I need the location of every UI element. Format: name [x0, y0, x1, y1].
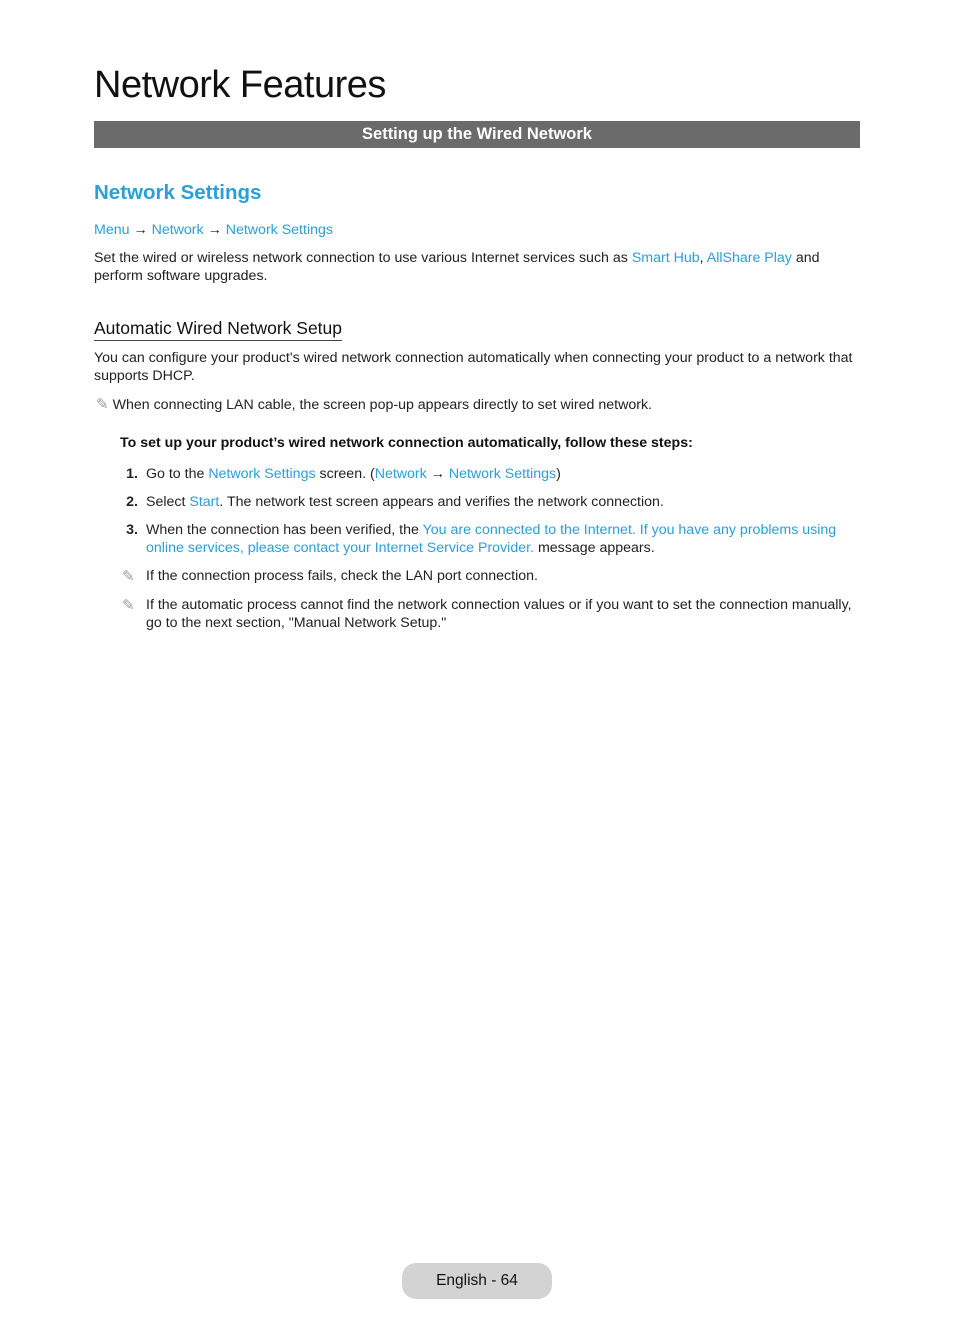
page-title: Network Features	[94, 64, 386, 106]
step-number: 3.	[126, 522, 138, 538]
breadcrumb-menu-link[interactable]: Menu	[94, 222, 130, 238]
step-text-part: Go to the	[146, 466, 209, 482]
intro-paragraph	[94, 250, 860, 285]
step-text	[146, 522, 860, 557]
allshare-play-link[interactable]: AllShare Play	[706, 250, 792, 266]
note-text: When connecting LAN cable, the screen pop-up appears directly to set wired network.	[112, 397, 652, 413]
step-text-part: )	[556, 466, 561, 482]
breadcrumb-network-link[interactable]: Network	[151, 222, 204, 238]
step-item	[120, 466, 860, 484]
page-number-badge	[402, 1263, 552, 1299]
automatic-wired-setup-heading: Automatic Wired Network Setup	[94, 318, 342, 341]
step-text	[146, 466, 860, 484]
connected-message-link[interactable]: You are connected to the Internet. If you have any problems using online services, please contact your Internet Service Provider.	[146, 522, 837, 556]
step-text-part: When the connection has been verified, the	[146, 522, 423, 538]
step-number: 1.	[126, 466, 138, 482]
network-settings-link[interactable]: Network Settings	[208, 466, 316, 482]
section-header-label: Setting up the Wired Network	[362, 125, 592, 143]
note-connection-fails	[120, 568, 860, 586]
breadcrumb-arrow-icon: →	[133, 222, 148, 238]
pencil-note-icon: ✎	[122, 568, 135, 585]
start-link[interactable]: Start	[189, 494, 220, 510]
section-header-bar	[94, 121, 860, 148]
breadcrumb	[94, 222, 333, 240]
network-link[interactable]: Network	[374, 466, 427, 482]
network-settings-link[interactable]: Network Settings	[448, 466, 557, 482]
step-item	[120, 494, 860, 512]
dhcp-paragraph: You can configure your product's wired network connection automatically when connecting your product to a network that supports DHCP.	[94, 350, 853, 384]
pencil-note-icon: ✎	[96, 396, 109, 413]
breadcrumb-arrow-icon: →	[207, 222, 222, 238]
breadcrumb-network-settings-link[interactable]: Network Settings	[225, 222, 333, 238]
step-text-part: . The network test screen appears and verifies the network connection.	[219, 494, 664, 510]
step-text	[146, 494, 860, 512]
note-manual-setup	[120, 597, 860, 633]
intro-text: Set the wired or wireless network connection to use various Internet services such as	[94, 250, 632, 266]
intro-text-end: and perform software upgrades.	[94, 250, 820, 284]
note-text: If the automatic process cannot find the network connection values or if you want to set the connection manually, go to the next section, "Manual Network Setup."	[146, 597, 852, 631]
step-text-part: Select	[146, 494, 190, 510]
smart-hub-link[interactable]: Smart Hub	[631, 250, 700, 266]
step-number: 2.	[126, 494, 138, 510]
step-item	[120, 522, 860, 558]
note-lan-cable	[96, 396, 652, 415]
network-settings-heading: Network Settings	[94, 181, 262, 204]
pencil-note-icon: ✎	[122, 597, 135, 614]
step-text-part: screen. (	[315, 466, 375, 482]
intro-comma: ,	[699, 250, 707, 266]
note-text: If the connection process fails, check the LAN port connection.	[146, 568, 538, 584]
step-text-part: message appears.	[534, 539, 655, 556]
arrow-icon: →	[426, 466, 449, 482]
steps-intro: To set up your product’s wired network connection automatically, follow these steps:	[120, 435, 693, 451]
page-number-label: English - 64	[436, 1272, 518, 1289]
